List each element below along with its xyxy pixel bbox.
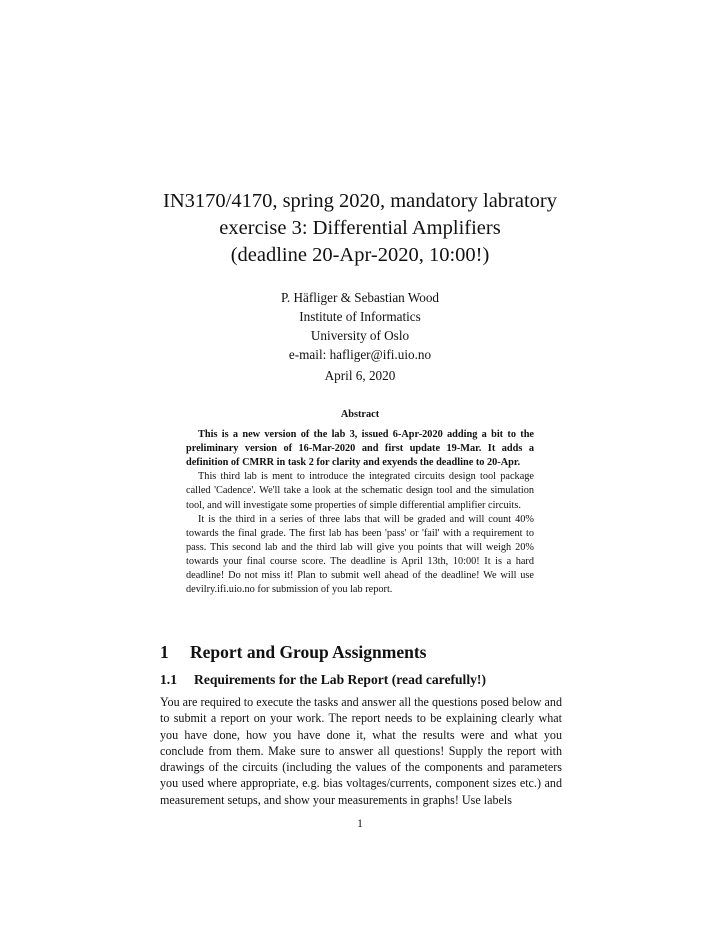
author-block bbox=[160, 288, 560, 364]
section-title: Report and Group Assignments bbox=[190, 642, 427, 662]
abstract-heading: Abstract bbox=[340, 409, 380, 420]
page-number: 1 bbox=[357, 818, 363, 830]
document-title bbox=[120, 188, 600, 269]
author-institute: Institute of Informatics bbox=[299, 309, 421, 324]
section-number: 1 bbox=[160, 642, 169, 662]
title-line-3: (deadline 20-Apr-2020, 10:00!) bbox=[230, 244, 490, 266]
subsection-heading bbox=[160, 672, 580, 688]
body-paragraph: You are required to execute the tasks and answer all the questions posed below and to submit a report on your work. The report needs to be explaining clearly what you have done, how you have done it, what the results were and what you conclude from them. Make sure to answer all questions! Supply the report with drawings of the circuits (including the values of the components and parameters you used where appropriate, e.g. bias voltages/currents, component sizes etc.) and measurement setups, and show your measurements in graphs! Use labels bbox=[160, 695, 562, 807]
author-email: e-mail: hafliger@ifi.uio.no bbox=[288, 347, 432, 362]
abstract-paragraph-1: This third lab is ment to introduce the integrated circuits design tool package called 'Cadence'. We'll take a look at the schematic design tool and the simulation tool, and will investigate some properties of simple differential amplifier circuits. bbox=[186, 471, 534, 511]
abstract-paragraph-2: It is the third in a series of three labs that will be graded and will count 40% towards the final grade. The first lab has been 'pass' or 'fail' with a requirement to pass. This second lab and the third lab will give you points that will weigh 20% towards your final course score. The deadline is April 13th, 10:00! It is a hard deadline! Do not miss it! Plan to submit well ahead of the deadline! We will use devilry.ifi.uio.no for submission of you lab report. bbox=[186, 513, 534, 596]
subsection-number: 1.1 bbox=[160, 672, 177, 687]
abstract bbox=[186, 408, 534, 597]
author-names: P. Häfliger & Sebastian Wood bbox=[280, 290, 440, 305]
author-university: University of Oslo bbox=[310, 328, 410, 343]
title-line-1: IN3170/4170, spring 2020, mandatory labratory bbox=[163, 190, 557, 212]
section-heading bbox=[160, 642, 580, 663]
subsection-title: Requirements for the Lab Report (read carefully!) bbox=[194, 672, 486, 687]
title-line-2: exercise 3: Differential Amplifiers bbox=[219, 217, 501, 239]
document-date: April 6, 2020 bbox=[324, 368, 396, 383]
abstract-update-notice: This is a new version of the lab 3, issued 6-Apr-2020 adding a bit to the preliminary version of 16-Mar-2020 and first update 19-Mar. It adds a definition of CMRR in task 2 for clarity and exyends the deadline to 20-Apr. bbox=[186, 429, 534, 469]
